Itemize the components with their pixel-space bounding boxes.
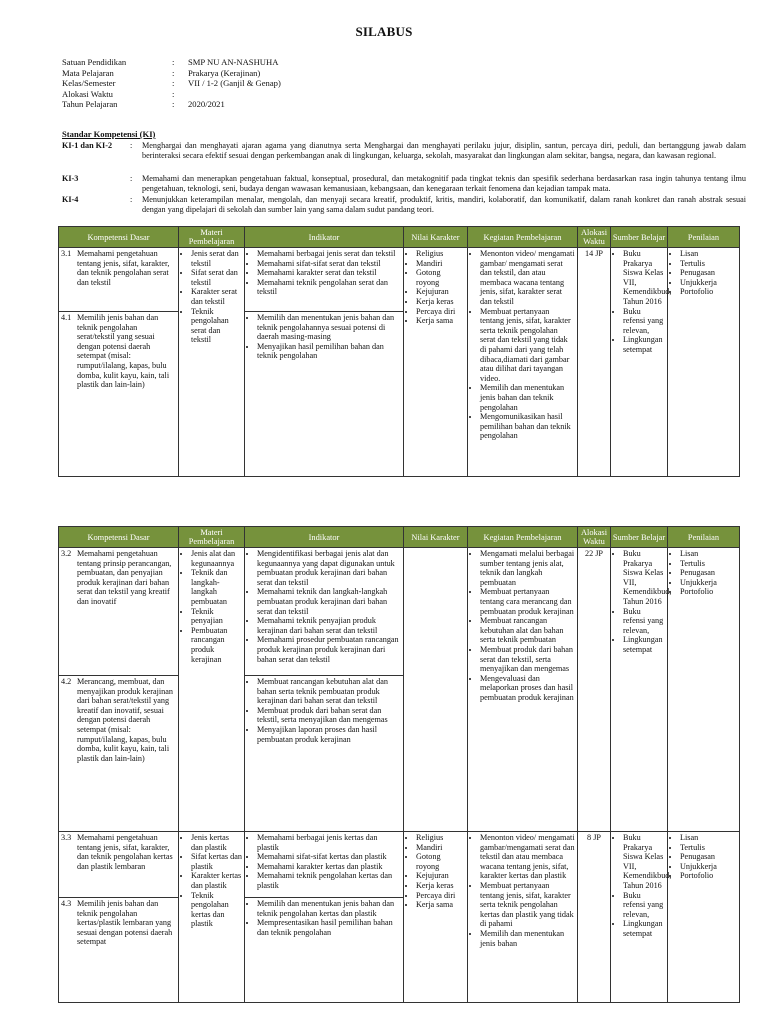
list-item: • Sifat serat dan tekstil (191, 268, 242, 287)
info-row: Tahun Pelajaran : 2020/2021 (62, 99, 225, 110)
list-item: • Memilih dan menentukan jenis bahan dan teknik pengolahan kertas dan plastik (257, 899, 401, 918)
ki-label: KI-4 (62, 195, 79, 204)
header-alokasi-waktu: Alokasi Waktu (578, 227, 611, 248)
info-row: Mata Pelajaran : Prakarya (Kerajinan) (62, 67, 261, 78)
kd-cell: 4.3 Memilih jenis bahan dan teknik pengolahan kertas/plastik lembaran yang sesuai dengan potensi daerah setempat (59, 898, 179, 1003)
header-kompetensi-dasar: Kompetensi Dasar (59, 227, 179, 248)
standar-kompetensi-title: Standar Kompetensi (KI) (62, 129, 156, 139)
list-item: • Buku refensi yang relevan, (623, 607, 665, 636)
list-item: • Memahami sifat-sifat kertas dan plastik (257, 852, 401, 862)
header-nilai-karakter: Nilai Karakter (404, 227, 468, 248)
list-item: • Tertulis (680, 559, 737, 569)
list-item: • Kerja sama (416, 316, 465, 326)
list-item: • Tertulis (680, 843, 737, 853)
materi-cell (179, 248, 245, 477)
list-item: • Portofolio (680, 587, 737, 597)
karakter-cell (404, 248, 468, 477)
sumber-cell (611, 832, 672, 1003)
list-item: • Jenis alat dan kegunaannya (191, 549, 242, 568)
info-row: Kelas/Semester : VII / 1-2 (Ganjil & Genap) (62, 78, 281, 89)
header-sumber-belajar: Sumber Belajar (611, 527, 668, 548)
info-value: Prakarya (Kerajinan) (188, 67, 261, 78)
list-item: • Lingkungan setempat (623, 635, 665, 654)
list-item: • Kejujuran (416, 871, 465, 881)
list-item: • Menonton video/ mengamati gambar/mengamati serat dan tekstil dan atau membaca wacana tentang jenis, sifat, karakter kertas dan plastik (480, 833, 575, 881)
list-item: • Mengamati melalui berbagai sumber tentang jenis alat, teknik dan langkah pembuatan (480, 549, 575, 587)
list-item: • Percaya diri (416, 307, 465, 317)
list-item: • Tertulis (680, 259, 737, 269)
list-item: • Memahami teknik dan langkah-langkah pembuatan produk kerajinan dari bahan serat dan tekstil (257, 587, 401, 616)
list-item: • Lisan (680, 549, 737, 559)
list-item: • Membuat rancangan kebutuhan alat dan bahan serta teknik pembuatan produk kerajinan dari bahan serat dan tekstil (257, 677, 401, 706)
ki-text: Memahami dan menerapkan pengetahuan faktual, konseptual, prosedural, dan metakognitif pada tingkat teknis dan spesifik sederhana berdasarkan rasa ingin tahunya tentang ilmu pengetahuan, teknologi, seni, budaya dengan wawasan kemanusiaan, kebangsaan, dan kenegaraan terkait fenomena dan kejadian tampak mata. (142, 174, 746, 193)
list-item: • Membuat pertanyaan tentang jenis, sifat, karakter serta teknik pengolahan kertas dan plastik yang tidak di pahami (480, 881, 575, 929)
list-item: • Kerja keras (416, 297, 465, 307)
list-item: • Buku Prakarya Siswa Kelas VII, Kemendikbud, Tahun 2016 (623, 249, 665, 307)
list-item: • Sifat kertas dan plastik (191, 852, 242, 871)
ki-4: KI-4 : Menunjukkan keterampilan menalar, mengolah, dan menyaji secara kreatif, produktif, kritis, mandiri, kolaboratif, dan komunikatif, dalam ranah konkret dan ranah abstrak sesuai dengan yang dipelajari di sekolah dan sumber lain yang sama dalam sudut pandang teori. (62, 195, 746, 214)
indikator-cell (245, 548, 404, 676)
list-item: • Portofolio (680, 871, 737, 881)
list-item: • Gotong royong (416, 268, 465, 287)
info-label: Kelas/Semester (62, 78, 116, 89)
header-sumber-belajar: Sumber Belajar (611, 227, 668, 248)
list-item: • Memahami karakter serat dan tekstil (257, 268, 401, 278)
list-item: • Memilih dan menentukan jenis bahan dan teknik pengolahan (480, 383, 575, 412)
header-penilaian: Penilaian (668, 527, 740, 548)
list-item: • Teknik dan langkah-langkah pembuatan (191, 568, 242, 606)
list-item: • Teknik penyajian (191, 607, 242, 626)
alokasi-cell: 22 JP (578, 548, 611, 832)
list-item: • Unjukkerja (680, 278, 737, 288)
list-item: • Mandiri (416, 259, 465, 269)
header-indikator: Indikator (245, 227, 404, 248)
list-item: • Membuat produk dari bahan serat dan tekstil, serta menyajikan dan mengemas (480, 645, 575, 674)
list-item: • Gotong royong (416, 852, 465, 871)
list-item: • Memahami teknik pengolahan serat dan tekstil (257, 278, 401, 297)
list-item: • Pembuatan rancangan produk kerajinan (191, 626, 242, 664)
info-label: Satuan Pendidikan (62, 57, 127, 67)
header-materi: Materi Pembelajaran (179, 527, 245, 548)
list-item: • Teknik pengolahan kertas dan plastik (191, 891, 242, 929)
header-nilai-karakter: Nilai Karakter (404, 527, 468, 548)
penilaian-cell (668, 832, 740, 1003)
syllabus-table-1 (58, 226, 740, 477)
list-item: • Memahami teknik pengolahan kertas dan plastik (257, 871, 401, 890)
kd-cell: 3.1 Memahami pengetahuan tentang jenis, sifat, karakter, dan teknik pengolahan serat dan tekstil (59, 248, 179, 312)
list-item: • Membuat pertanyaan tentang cara merancang dan pembuatan produk kerajinan (480, 587, 575, 616)
list-item: • Lisan (680, 833, 737, 843)
info-row: Satuan Pendidikan : SMP NU AN-NASHUHA (62, 57, 279, 67)
kegiatan-cell (468, 548, 578, 832)
list-item: • Kejujuran (416, 287, 465, 297)
info-value: 2020/2021 (188, 99, 225, 110)
ki-text: Menunjukkan keterampilan menalar, mengolah, dan menyaji secara kreatif, produktif, kritis, mandiri, kolaboratif, dan komunikatif, dalam ranah konkret dan ranah abstrak sesuai dengan yang dipelajari di sekolah dan sumber lain yang sama dalam sudut pandang teori. (142, 195, 746, 214)
list-item: • Membuat pertanyaan tentang jenis, sifat, karakter serta teknik pengolahan serat dan tekstil yang tidak di pahami dari yang telah dibaca,diamati dari gambar atau dilihat dari tayangan video. (480, 307, 575, 384)
list-item: • Buku refensi yang relevan, (623, 307, 665, 336)
list-item: • Buku refensi yang relevan, (623, 891, 665, 920)
identity-block (62, 57, 281, 110)
kegiatan-cell (468, 248, 578, 477)
info-label: Alokasi Waktu (62, 88, 113, 99)
table-row (59, 548, 740, 676)
header-kegiatan: Kegiatan Pembelajaran (468, 527, 578, 548)
list-item: • Memahami berbagai jenis serat dan tekstil (257, 249, 401, 259)
header-indikator: Indikator (245, 527, 404, 548)
kd-cell: 3.2 Memahami pengetahuan tentang prinsip perancangan, pembuatan, dan penyajian produk kerajinan dari bahan serat dan tekstil yang kreatif dan inovatif (59, 548, 179, 676)
list-item: • Jenis kertas dan plastik (191, 833, 242, 852)
list-item: • Memahami sifat-sifat serat dan tekstil (257, 259, 401, 269)
materi-cell (179, 548, 245, 832)
list-item: • Buku Prakarya Siswa Kelas VII, Kemendikbud, Tahun 2016 (623, 833, 665, 891)
info-row: Alokasi Waktu : (62, 88, 175, 99)
alokasi-cell: 8 JP (578, 832, 611, 1003)
list-item: • Menonton video/ mengamati gambar/ mengamati serat dan tekstil, dan atau membaca wacana tentang jenis, sifat, karakter serat dan tekstil (480, 249, 575, 307)
list-item: • Kerja sama (416, 900, 465, 910)
list-item: • Lisan (680, 249, 737, 259)
list-item: • Membuat rancangan kebutuhan alat dan bahan serta teknik pembuatan (480, 616, 575, 645)
list-item: • Teknik pengolahan serat dan tekstil (191, 307, 242, 345)
indikator-cell (245, 898, 404, 1003)
list-item: • Memahami teknik penyajian produk kerajinan dari bahan serat dan tekstil (257, 616, 401, 635)
list-item: • Portofolio (680, 287, 737, 297)
list-item: • Religius (416, 833, 465, 843)
info-label: Mata Pelajaran (62, 67, 114, 78)
list-item: • Membuat produk dari bahan serat dan tekstil, serta menyajikan dan mengemas (257, 706, 401, 725)
penilaian-cell (668, 548, 740, 832)
info-value: VII / 1-2 (Ganjil & Genap) (188, 78, 281, 89)
list-item: • Mengidentifikasi berbagai jenis alat dan kegunaannya yang dapat digunakan untuk pembuatan produk kerajinan dari bahan serat dan tekstil (257, 549, 401, 587)
ki-label: KI-3 (62, 174, 79, 183)
header-kompetensi-dasar: Kompetensi Dasar (59, 527, 179, 548)
header-alokasi-waktu: Alokasi Waktu (578, 527, 611, 548)
indikator-cell (245, 832, 404, 898)
indikator-cell (245, 312, 404, 477)
sumber-cell (611, 548, 672, 832)
table-row (59, 248, 740, 312)
list-item: • Karakter serat dan tekstil (191, 287, 242, 306)
kd-cell: 4.2 Merancang, membuat, dan menyajikan produk kerajinan dari bahan serat/tekstil yang kreatif dan inovatif, sesuai dengan potensi daerah setempat (misal: rumput/ilalang, kapas, bulu domba, kulit kayu, kain, tali plastik dan lain-lain) (59, 676, 179, 832)
list-item: • Memahami prosedur pembuatan rancangan produk kerajinan produk kerajinan dari bahan serat dan tekstil (257, 635, 401, 664)
list-item: • Memahami berbagai jenis kertas dan plastik (257, 833, 401, 852)
header-penilaian: Penilaian (668, 227, 740, 248)
ki-1-2: KI-1 dan KI-2 : Menghargai dan menghayati ajaran agama yang dianutnya serta Menghargai dan menghayati perilaku jujur, disiplin, santun, percaya diri, peduli, dan bertanggung jawab dalam berinteraksi secara efektif sesuai dengan perkembangan anak di lingkungan, keluarga, sekolah, masyarakat dan lingkungan alam sekitar, bangsa, negara, dan kawasan regional. (62, 141, 746, 160)
alokasi-cell: 14 JP (578, 248, 611, 477)
list-item: • Mandiri (416, 843, 465, 853)
list-item: • Buku Prakarya Siswa Kelas VII, Kemendikbud, Tahun 2016 (623, 549, 665, 607)
ki-label: KI-1 dan KI-2 (62, 141, 113, 150)
penilaian-cell (668, 248, 740, 477)
list-item: • Penugasan (680, 568, 737, 578)
list-item: • Penugasan (680, 852, 737, 862)
list-item: • Mempresentasikan hasil pemilihan bahan dan teknik pengolahan (257, 918, 401, 937)
list-item: • Percaya diri (416, 891, 465, 901)
info-label: Tahun Pelajaran (62, 99, 118, 110)
ki-3: KI-3 : Memahami dan menerapkan pengetahuan faktual, konseptual, prosedural, dan metakognitif pada tingkat teknis dan spesifik sederhana berdasarkan rasa ingin tahunya tentang ilmu pengetahuan, teknologi, seni, budaya dengan wawasan kemanusiaan, kebangsaan, dan kenegaraan terkait fenomena dan kejadian tampak mata. (62, 174, 746, 193)
karakter-cell (404, 832, 468, 1003)
table-row (59, 832, 740, 898)
list-item: • Memahami karakter kertas dan plastik (257, 862, 401, 872)
kd-cell: 4.1 Memilih jenis bahan dan teknik pengolahan serat/tekstil yang sesuai dengan potensi daerah setempat (misal: rumput/ilalang, kapas, bulu domba, kulit kayu, kain, tali plastik dan lain-lain) (59, 312, 179, 477)
syllabus-table-2 (58, 526, 740, 1003)
indikator-cell (245, 676, 404, 832)
header-kegiatan: Kegiatan Pembelajaran (468, 227, 578, 248)
list-item: • Unjukkerja (680, 578, 737, 588)
list-item: • Menyajikan hasil pemilihan bahan dan teknik pengolahan (257, 342, 401, 361)
kegiatan-cell (468, 832, 578, 1003)
list-item: • Karakter kertas dan plastik (191, 871, 242, 890)
list-item: • Lingkungan setempat (623, 335, 665, 354)
list-item: • Kerja keras (416, 881, 465, 891)
list-item: • Mengomunikasikan hasil pemilihan bahan dan teknik pengolahan (480, 412, 575, 441)
kd-cell: 3.3 Memahami pengetahuan tentang jenis, sifat, karakter, dan teknik pengolahan kertas dan plastik lembaran (59, 832, 179, 898)
list-item: • Penugasan (680, 268, 737, 278)
list-item: • Menyajikan laporan proses dan hasil pembuatan produk kerajinan (257, 725, 401, 744)
sumber-cell (611, 248, 672, 477)
header-materi: Materi Pembelajaran (179, 227, 245, 248)
list-item: • Memilih dan menentukan jenis bahan dan teknik pengolahannya sesuai potensi di daerah masing-masing (257, 313, 401, 342)
list-item: • Jenis serat dan tekstil (191, 249, 242, 268)
karakter-cell (404, 548, 468, 832)
ki-text: Menghargai dan menghayati ajaran agama yang dianutnya serta Menghargai dan menghayati perilaku jujur, disiplin, santun, percaya diri, peduli, dan bertanggung jawab dalam berinteraksi secara efektif sesuai dengan perkembangan anak di lingkungan, keluarga, sekolah, masyarakat dan lingkungan alam sekitar, bangsa, negara, dan kawasan regional. (142, 141, 746, 160)
list-item: • Memilih dan menentukan jenis bahan (480, 929, 575, 948)
list-item: • Mengevaluasi dan melaporkan proses dan hasil pembuatan produk kerajinan (480, 674, 575, 703)
info-value: SMP NU AN-NASHUHA (188, 57, 279, 67)
list-item: • Religius (416, 249, 465, 259)
list-item: • Lingkungan setempat (623, 919, 665, 938)
materi-cell (179, 832, 245, 1003)
indikator-cell (245, 248, 404, 312)
list-item: • Unjukkerja (680, 862, 737, 872)
page-title: SILABUS (355, 24, 413, 39)
